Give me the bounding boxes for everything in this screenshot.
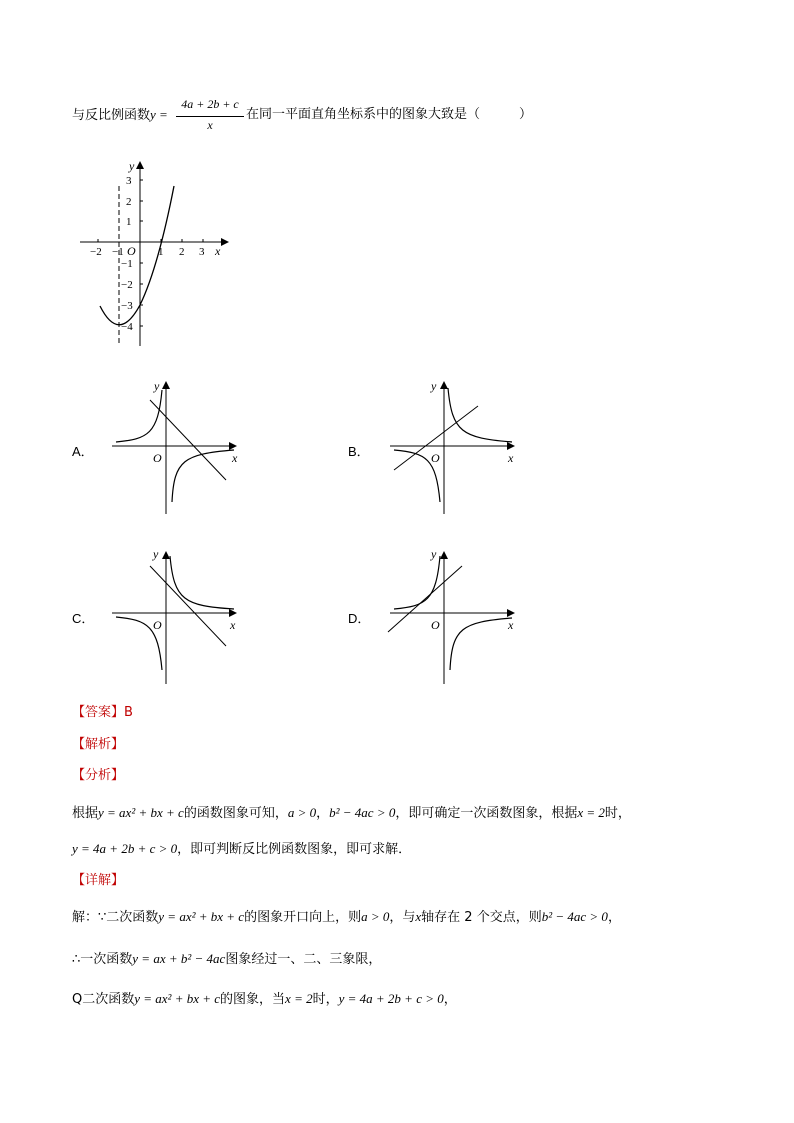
fraction-bar (176, 116, 244, 117)
math: y = ax² + bx + c (158, 909, 245, 924)
hyperbola-branch-upper-right (448, 388, 512, 442)
y-tick-label: 2 (126, 196, 132, 208)
main-x-label: x (215, 244, 221, 258)
text: ， (316, 806, 330, 821)
question-numerator: 4a + 2b + c (181, 97, 239, 111)
hyperbola-branch-upper-left (116, 390, 162, 442)
math: x (415, 909, 422, 924)
text: 的函数图象可知， (183, 806, 288, 821)
text: ， (607, 910, 621, 925)
math: a > 0 (287, 805, 317, 820)
math: y = 4a + 2b + c > 0 (72, 841, 178, 856)
fenxi-line-1 (72, 804, 631, 823)
text: 图象经过一、二、三象限， (225, 952, 382, 967)
main-origin-label: O (127, 244, 136, 258)
linear-function-line (150, 566, 226, 646)
math: y = ax² + bx + c (98, 805, 184, 820)
math: y = 4a + 2b + c > 0 (338, 991, 444, 1006)
y-tick-label: 3 (126, 175, 132, 187)
option-d-graph[interactable] (386, 546, 524, 688)
hyperbola-branch-upper-left (394, 556, 440, 609)
main-y-label: y (129, 159, 135, 173)
y-tick-label: −4 (121, 321, 133, 333)
x-tick-label: 1 (158, 246, 164, 258)
option-c-y-label: y (153, 547, 159, 561)
option-c-letter[interactable]: C． (72, 611, 95, 626)
option-a-letter[interactable]: A． (72, 444, 94, 459)
option-d-origin: O (431, 618, 440, 632)
question-y-eq: y = (150, 107, 168, 122)
linear-function-line (150, 400, 226, 480)
x-tick-label: −1 (112, 246, 124, 258)
math: b² − 4ac > 0 (329, 805, 396, 820)
fenxi-tag: 【分析】 (72, 768, 125, 783)
text: Q二次函数 (72, 992, 135, 1007)
y-tick-label: −3 (121, 300, 133, 312)
option-c-origin: O (153, 618, 162, 632)
option-d-letter[interactable]: D． (348, 611, 371, 626)
text: ， (443, 992, 457, 1007)
text: ，即可判断反比例函数图象，即可求解． (177, 842, 412, 857)
question-line (72, 106, 168, 125)
math: b² − 4ac > 0 (541, 909, 608, 924)
xiangjie-tag: 【详解】 (72, 873, 125, 888)
answer-value: B (124, 705, 133, 720)
hyperbola-branch-upper-right (170, 556, 234, 609)
option-b-x-label: x (508, 451, 514, 465)
x-tick-label: 3 (199, 246, 205, 258)
y-tick-label: 1 (126, 216, 132, 228)
math: a > 0 (361, 909, 390, 924)
option-c-graph[interactable] (108, 546, 246, 688)
option-a-graph[interactable] (108, 376, 246, 518)
text: 轴存在 2 个交点，则 (421, 910, 542, 925)
text: 根据 (72, 806, 99, 821)
text: ，即可确定一次函数图象，根据 (395, 806, 578, 821)
question-prefix: 与反比例函数 (72, 108, 151, 123)
detail-line-3 (72, 990, 457, 1009)
question-denominator: x (207, 118, 213, 132)
option-c-x-label: x (230, 618, 236, 632)
option-b-origin: O (431, 451, 440, 465)
hyperbola-branch-lower-right (172, 450, 234, 502)
x-tick-label: 2 (179, 246, 185, 258)
math: y = ax + b² − 4ac (132, 951, 226, 966)
y-tick-label: −1 (121, 258, 133, 270)
text: 时， (312, 992, 339, 1007)
fenxi-line-2 (72, 840, 411, 859)
option-d-y-label: y (431, 547, 437, 561)
text: 的图象开口向上，则 (244, 910, 362, 925)
main-parabola-graph (76, 156, 236, 352)
option-b-y-label: y (431, 379, 437, 393)
option-b-graph[interactable] (386, 376, 524, 518)
option-a-y-label: y (154, 379, 160, 393)
text: 时， (604, 806, 631, 821)
detail-line-1 (72, 908, 621, 927)
math: y = ax² + bx + c (134, 991, 221, 1006)
linear-function-line (388, 566, 462, 632)
x-tick-label: −2 (90, 246, 102, 258)
answer-tag: 【答案】 (72, 705, 125, 720)
question-suffix: 在同一平面直角坐标系中的图象大致是（ ） (246, 107, 533, 122)
math: x = 2 (285, 991, 313, 1006)
text: 解：∵二次函数 (72, 910, 159, 925)
option-b-letter[interactable]: B． (348, 444, 370, 459)
option-a-x-label: x (232, 451, 238, 465)
answer-line (72, 704, 133, 722)
hyperbola-branch-lower-right (450, 618, 512, 670)
text: 的图象，当 (220, 992, 286, 1007)
option-a-origin: O (153, 451, 162, 465)
math: x = 2 (577, 805, 605, 820)
text: ∴一次函数 (72, 952, 133, 967)
detail-line-2 (72, 950, 381, 969)
y-tick-label: −2 (121, 279, 133, 291)
text: ，与 (389, 910, 416, 925)
analysis-tag: 【解析】 (72, 737, 125, 752)
option-d-x-label: x (508, 618, 514, 632)
